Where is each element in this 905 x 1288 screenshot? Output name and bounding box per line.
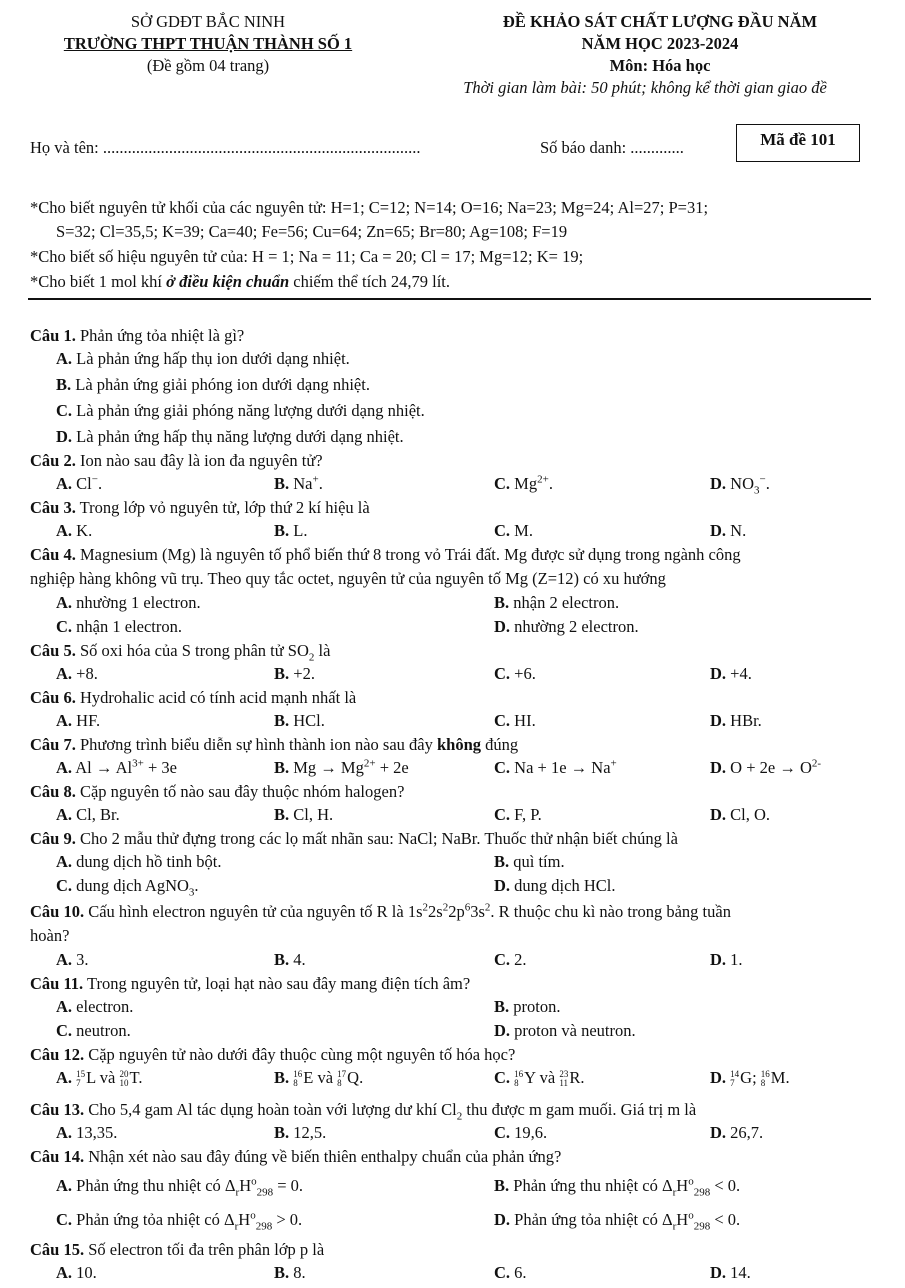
q3-option-b: B. L.	[274, 521, 308, 540]
q11-option-a: A. electron.	[56, 997, 134, 1016]
q12-option-d: D. 14 7 G; 16 8 M.	[710, 1068, 790, 1089]
q9-option-a: A. dung dịch hồ tinh bột.	[56, 852, 222, 871]
question-4-line-1: Câu 4. Magnesium (Mg) là nguyên tố phổ biến thứ 8 trong vỏ Trái đất. Mg được sử dụng trong ngành công	[30, 545, 741, 564]
q9-option-b: B. quì tím.	[494, 852, 565, 871]
q9-option-d: D. dung dịch HCl.	[494, 876, 616, 895]
q6-option-d: D. HBr.	[710, 711, 762, 730]
question-14: Câu 14. Nhận xét nào sau đây đúng về biến thiên enthalpy chuẩn của phản ứng?	[30, 1147, 562, 1166]
question-9: Câu 9. Cho 2 mẫu thử đựng trong các lọ mất nhãn sau: NaCl; NaBr. Thuốc thử nhận biết chúng là	[30, 829, 678, 848]
q1-option-d: D. Là phản ứng hấp thụ năng lượng dưới dạng nhiệt.	[56, 427, 404, 446]
dept-name: SỞ GDĐT BẮC NINH	[130, 12, 286, 31]
q1-option-a: A. Là phản ứng hấp thụ ion dưới dạng nhiệt.	[56, 349, 350, 368]
exam-code-box: Mã đề 101	[736, 124, 860, 162]
q8-option-b: B. Cl, H.	[274, 805, 334, 824]
q6-option-b: B. HCl.	[274, 711, 325, 730]
page-count: (Đề gồm 04 trang)	[146, 56, 270, 75]
note-atomic-mass-1: *Cho biết nguyên tử khối của các nguyên tử: H=1; C=12; N=14; O=16; Na=23; Mg=24; Al=27; P=31;	[30, 198, 709, 217]
note-molar-volume: *Cho biết 1 mol khí ở điều kiện chuẩn chiếm thể tích 24,79 lít.	[30, 272, 450, 291]
question-1: Câu 1. Phản ứng tỏa nhiệt là gì?	[30, 326, 245, 345]
q5-option-c: C. +6.	[494, 664, 536, 683]
q15-option-a: A. 10.	[56, 1263, 97, 1282]
q13-option-a: A. 13,35.	[56, 1123, 118, 1142]
q6-option-c: C. HI.	[494, 711, 536, 730]
q14-option-b: B. Phản ứng thu nhiệt có $\Delta_rH^o_{298} < 0$.	[494, 1175, 741, 1199]
q7-option-d: D. $O + 2e \to O^{2-}$	[710, 757, 822, 777]
q14-option-d: D. Phản ứng tỏa nhiệt có $\Delta_rH^o_{298} < 0$.	[494, 1209, 741, 1233]
q13-option-d: D. 26,7.	[710, 1123, 764, 1142]
q14-option-a: A. Phản ứng thu nhiệt có $\Delta_rH^o_{298} = 0$.	[56, 1175, 304, 1199]
question-13: Câu 13. Cho 5,4 gam Al tác dụng hoàn toàn với lượng dư khí $Cl_2$ thu được m gam muối. Giá trị m là	[30, 1100, 697, 1123]
q10-option-b: B. 4.	[274, 950, 306, 969]
note-atomic-mass-2: S=32; Cl=35,5; K=39; Ca=40; Fe=56; Cu=64; Zn=65; Br=80; Ag=108; F=19	[56, 222, 568, 241]
exam-header	[0, 12, 905, 112]
q12-option-a: A. 15 7 L và 20 10 T.	[56, 1068, 143, 1089]
question-5: Câu 5. Số oxi hóa của S trong phân tử $SO_2$ là	[30, 641, 331, 664]
q3-option-d: D. N.	[710, 521, 747, 540]
q11-option-b: B. proton.	[494, 997, 561, 1016]
q14-option-c: C. Phản ứng tỏa nhiệt có $\Delta_rH^o_{298} > 0$.	[56, 1209, 303, 1233]
q3-option-a: A. K.	[56, 521, 93, 540]
q2-option-c: C. $Mg^{2+}$.	[494, 473, 553, 493]
q8-option-d: D. Cl, O.	[710, 805, 771, 824]
sbd-field: Số báo danh: .............	[540, 138, 684, 157]
header-divider	[28, 298, 871, 300]
q1-option-b: B. Là phản ứng giải phóng ion dưới dạng nhiệt.	[56, 375, 370, 394]
q9-option-c: C. dung dịch AgNO$_3$.	[56, 876, 199, 899]
q2-option-d: D. $NO_3^-$.	[710, 473, 770, 497]
q5-option-a: A. +8.	[56, 664, 98, 683]
q5-option-b: B. +2.	[274, 664, 315, 683]
q4-option-a: A. nhường 1 electron.	[56, 593, 201, 612]
question-10-line-1: Câu 10. Cấu hình electron nguyên tử của nguyên tố R là $1s^22s^22p^63s^2$. R thuộc chu kì nào trong bảng tuần	[30, 901, 731, 921]
exam-title: ĐỀ KHẢO SÁT CHẤT LƯỢNG ĐẦU NĂM	[502, 12, 818, 31]
question-11: Câu 11. Trong nguyên tử, loại hạt nào sau đây mang điện tích âm?	[30, 974, 471, 993]
q8-option-a: A. Cl, Br.	[56, 805, 120, 824]
q11-option-d: D. proton và neutron.	[494, 1021, 636, 1040]
q8-option-c: C. F, P.	[494, 805, 542, 824]
q5-option-d: D. +4.	[710, 664, 752, 683]
q6-option-a: A. HF.	[56, 711, 101, 730]
question-6: Câu 6. Hydrohalic acid có tính acid mạnh nhất là	[30, 688, 357, 707]
question-3: Câu 3. Trong lớp vỏ nguyên tử, lớp thứ 2 kí hiệu là	[30, 498, 370, 517]
question-8: Câu 8. Cặp nguyên tố nào sau đây thuộc nhóm halogen?	[30, 782, 405, 801]
q4-option-c: C. nhận 1 electron.	[56, 617, 183, 636]
q10-option-a: A. 3.	[56, 950, 89, 969]
question-10-line-2: hoàn?	[30, 926, 70, 945]
q7-option-a: A. $Al \to Al^{3+} + 3e$	[56, 757, 177, 777]
note-atomic-number: *Cho biết số hiệu nguyên tử của: H = 1; Na = 11; Ca = 20; Cl = 17; Mg=12; K= 19;	[30, 247, 584, 266]
question-7: Câu 7. Phương trình biểu diễn sự hình thành ion nào sau đây không đúng	[30, 735, 519, 754]
q2-option-a: A. Cl−.	[56, 473, 103, 493]
q12-option-c: C. 16 8 Y và 23 11 R.	[494, 1068, 585, 1089]
q7-option-b: B. $Mg \to Mg^{2+} + 2e$	[274, 757, 409, 777]
school-name: TRƯỜNG THPT THUẬN THÀNH SỐ 1	[63, 34, 353, 53]
name-field: Họ và tên: .............................................................................	[30, 138, 421, 157]
q3-option-c: C. M.	[494, 521, 533, 540]
school-year: NĂM HỌC 2023-2024	[581, 34, 739, 53]
question-4-line-2: nghiệp hàng không vũ trụ. Theo quy tắc octet, nguyên tử của nguyên tố Mg (Z=12) có xu hướng	[30, 569, 666, 588]
q1-option-c: C. Là phản ứng giải phóng năng lượng dưới dạng nhiệt.	[56, 401, 425, 420]
question-12: Câu 12. Cặp nguyên tử nào dưới đây thuộc cùng một nguyên tố hóa học?	[30, 1045, 516, 1064]
q4-option-d: D. nhường 2 electron.	[494, 617, 639, 636]
time-limit: Thời gian làm bài: 50 phút; không kể thời gian giao đề	[463, 78, 827, 97]
q4-option-b: B. nhận 2 electron.	[494, 593, 620, 612]
q15-option-c: C. 6.	[494, 1263, 527, 1282]
q2-option-b: B. Na+.	[274, 473, 323, 493]
q10-option-c: C. 2.	[494, 950, 527, 969]
subject: Môn: Hóa học	[609, 56, 711, 75]
q15-option-d: D. 14.	[710, 1263, 751, 1282]
q12-option-b: B. 16 8 E và 17 8 Q.	[274, 1068, 364, 1089]
question-15: Câu 15. Số electron tối đa trên phân lớp p là	[30, 1240, 325, 1259]
question-2: Câu 2. Ion nào sau đây là ion đa nguyên tử?	[30, 451, 323, 470]
q7-option-c: C. Na + 1e → Na+	[494, 757, 617, 777]
q10-option-d: D. 1.	[710, 950, 743, 969]
q13-option-c: C. 19,6.	[494, 1123, 548, 1142]
q15-option-b: B. 8.	[274, 1263, 306, 1282]
q13-option-b: B. 12,5.	[274, 1123, 327, 1142]
q11-option-c: C. neutron.	[56, 1021, 131, 1040]
